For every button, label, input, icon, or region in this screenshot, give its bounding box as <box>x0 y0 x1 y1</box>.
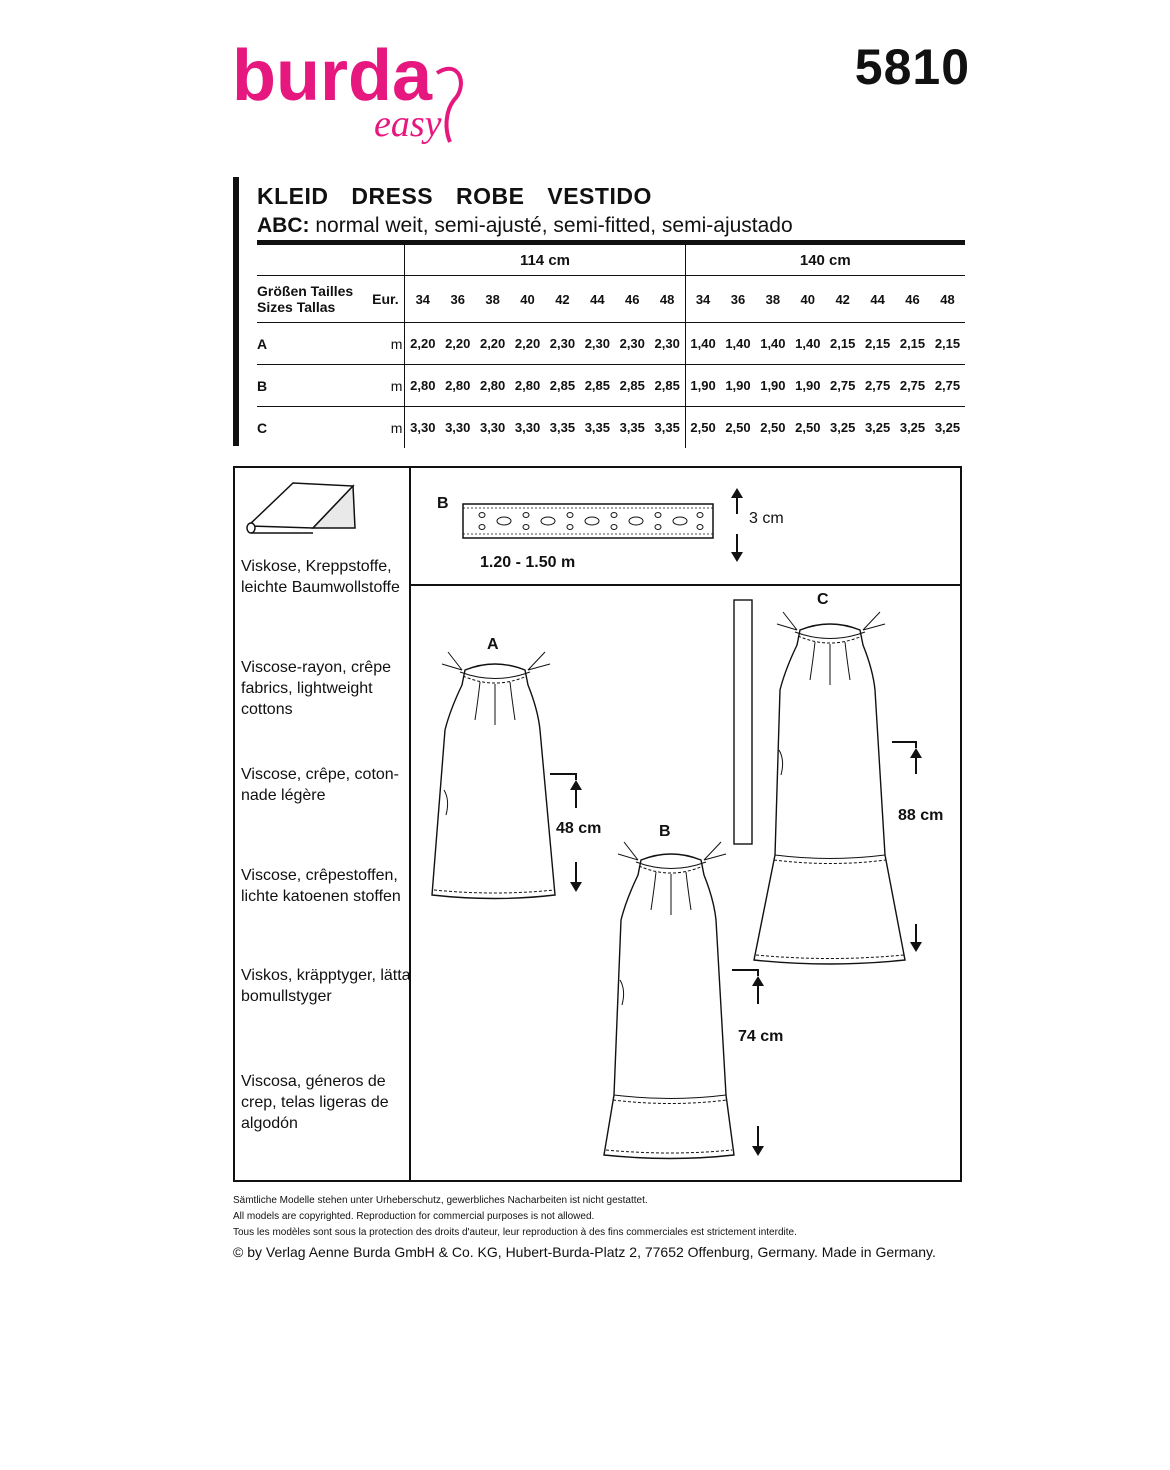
yardage-cell: C <box>257 407 368 449</box>
publisher-line: © by Verlag Aenne Burda GmbH & Co. KG, Hubert-Burda-Platz 2, 77652 Offenburg, Germany. Made in Germany. <box>233 1244 936 1260</box>
yardage-cell: 2,15 <box>860 323 895 365</box>
size-cell: 46 <box>615 276 650 323</box>
yardage-cell: 2,80 <box>510 365 545 407</box>
yardage-cell: 2,75 <box>930 365 965 407</box>
yardage-cell: 1,90 <box>721 365 756 407</box>
yardage-cell: 3,25 <box>825 407 860 449</box>
yardage-cell: 2,15 <box>930 323 965 365</box>
notion-view-label: B <box>437 495 449 512</box>
yardage-cell: 3,35 <box>580 407 615 449</box>
yardage-cell: 2,80 <box>475 365 510 407</box>
copyright-notes <box>233 1193 797 1241</box>
tape-width: 3 cm <box>749 510 784 527</box>
yardage-cell: 1,90 <box>755 365 790 407</box>
yardage-cell: 2,30 <box>580 323 615 365</box>
yardage-cell: 3,25 <box>895 407 930 449</box>
size-cell: 36 <box>440 276 475 323</box>
yardage-cell: 3,25 <box>930 407 965 449</box>
dress-b-drawing <box>596 830 746 1160</box>
copyright-fr: Tous les modèles sont sous la protection des droits d'auteur, leur reproduction à des fins commerciales est strictement interdite. <box>233 1227 797 1238</box>
garment-title <box>257 183 668 210</box>
fabric-nl: Viscose, crêpestoffen, lichte katoenen stoffen <box>241 867 401 905</box>
table-row-a <box>257 323 965 365</box>
yardage-cell: 2,85 <box>545 365 580 407</box>
title-fr: ROBE <box>456 183 525 209</box>
yardage-cell: 1,40 <box>755 323 790 365</box>
yardage-cell: 2,75 <box>860 365 895 407</box>
size-cell: 38 <box>475 276 510 323</box>
length-arrows-c <box>890 740 930 955</box>
eur-label: Eur. <box>368 276 404 323</box>
yardage-cell: 2,15 <box>825 323 860 365</box>
width-140: 140 cm <box>685 245 965 276</box>
size-cell: 34 <box>685 276 720 323</box>
width-114: 114 cm <box>405 245 685 276</box>
yardage-cell: 1,40 <box>790 323 825 365</box>
table-row-b <box>257 365 965 407</box>
yardage-cell: 3,35 <box>545 407 580 449</box>
yardage-cell: B <box>257 365 368 407</box>
yardage-cell: 2,80 <box>405 365 440 407</box>
fit-prefix: ABC: <box>257 214 310 237</box>
yardage-cell: 3,35 <box>650 407 685 449</box>
yardage-cell <box>368 245 404 276</box>
copyright-de: Sämtliche Modelle stehen unter Urheberschutz, gewerbliches Nacharbeiten ist nicht gestattet. <box>233 1195 648 1206</box>
size-cell: 40 <box>510 276 545 323</box>
yardage-cell: 3,30 <box>440 407 475 449</box>
fabric-roll-icon <box>243 478 363 538</box>
yardage-cell: 1,90 <box>790 365 825 407</box>
yardage-table <box>257 245 965 448</box>
title-es: VESTIDO <box>547 183 652 209</box>
header-bar <box>233 177 239 446</box>
yardage-cell: 2,20 <box>440 323 475 365</box>
yardage-cell: 2,15 <box>895 323 930 365</box>
yardage-cell: 1,90 <box>685 365 720 407</box>
logo-easy-text: easy <box>374 103 442 145</box>
yardage-cell: 2,30 <box>545 323 580 365</box>
size-cell: 44 <box>860 276 895 323</box>
size-cell: 40 <box>790 276 825 323</box>
copyright-en: All models are copyrighted. Reproduction for commercial purposes is not allowed. <box>233 1211 595 1222</box>
size-cell: 36 <box>721 276 756 323</box>
yardage-cell: 3,25 <box>860 407 895 449</box>
size-cell: 38 <box>755 276 790 323</box>
yardage-cell: 2,20 <box>475 323 510 365</box>
tape-length: 1.20 - 1.50 m <box>480 554 576 571</box>
yardage-cell: 3,35 <box>615 407 650 449</box>
yardage-cell: 1,40 <box>721 323 756 365</box>
fabric-es: Viscosa, géneros de crep, telas ligeras de algodón <box>241 1073 389 1132</box>
size-cell: 44 <box>580 276 615 323</box>
fabric-de: Viskose, Kreppstoffe, leichte Baumwollstoffe <box>241 558 400 596</box>
size-label: Größen Tailles Sizes Tallas <box>257 276 368 323</box>
title-en: DRESS <box>351 183 434 209</box>
yardage-cell: 3,30 <box>405 407 440 449</box>
yardage-cell: 2,30 <box>650 323 685 365</box>
yardage-cell: 2,85 <box>615 365 650 407</box>
size-cell: 34 <box>405 276 440 323</box>
yardage-cell: 2,85 <box>650 365 685 407</box>
yardage-cell <box>257 245 368 276</box>
length-c: 88 cm <box>898 807 944 824</box>
yardage-cell: 2,20 <box>510 323 545 365</box>
yardage-cell: 2,75 <box>895 365 930 407</box>
fabric-en: Viscose-rayon, crêpe fabrics, lightweight cottons <box>241 659 391 718</box>
eyelet-tape-icon <box>462 500 717 542</box>
length-b: 74 cm <box>738 1028 784 1045</box>
length-a: 48 cm <box>556 820 602 837</box>
yardage-cell: 2,50 <box>755 407 790 449</box>
view-c-label: C <box>817 591 829 608</box>
yardage-cell: 2,80 <box>440 365 475 407</box>
size-cell: 48 <box>930 276 965 323</box>
yardage-cell: 2,50 <box>685 407 720 449</box>
yardage-cell: 2,50 <box>721 407 756 449</box>
yardage-cell: m <box>368 323 404 365</box>
yardage-cell: 3,30 <box>510 407 545 449</box>
fit-description <box>257 214 793 238</box>
length-arrows-b <box>730 968 770 1158</box>
yardage-cell: A <box>257 323 368 365</box>
size-cell: 46 <box>895 276 930 323</box>
fabric-sv: Viskos, kräpptyger, lätta bomullstyger <box>241 967 411 1005</box>
size-cell: 48 <box>650 276 685 323</box>
yardage-cell: m <box>368 365 404 407</box>
pattern-number: 5810 <box>854 39 970 95</box>
logo-burda-text: burda <box>232 38 433 116</box>
fabric-fr: Viscose, crêpe, coton-nade légère <box>241 766 400 804</box>
view-b-label: B <box>659 823 671 840</box>
yardage-cell: 2,20 <box>405 323 440 365</box>
size-cell: 42 <box>545 276 580 323</box>
title-de: KLEID <box>257 183 329 209</box>
table-row-c <box>257 407 965 449</box>
fit-text: normal weit, semi-ajusté, semi-fitted, semi-ajustado <box>309 214 793 237</box>
yardage-cell: 2,75 <box>825 365 860 407</box>
burda-easy-logo <box>232 38 472 150</box>
dress-c-drawing <box>750 600 910 970</box>
yardage-cell: 2,85 <box>580 365 615 407</box>
yardage-cell: m <box>368 407 404 449</box>
yardage-cell: 3,30 <box>475 407 510 449</box>
yardage-cell: 2,30 <box>615 323 650 365</box>
view-a-label: A <box>487 636 499 653</box>
size-cell: 42 <box>825 276 860 323</box>
yardage-cell: 1,40 <box>685 323 720 365</box>
tape-width-arrows <box>727 488 747 562</box>
yardage-cell: 2,50 <box>790 407 825 449</box>
